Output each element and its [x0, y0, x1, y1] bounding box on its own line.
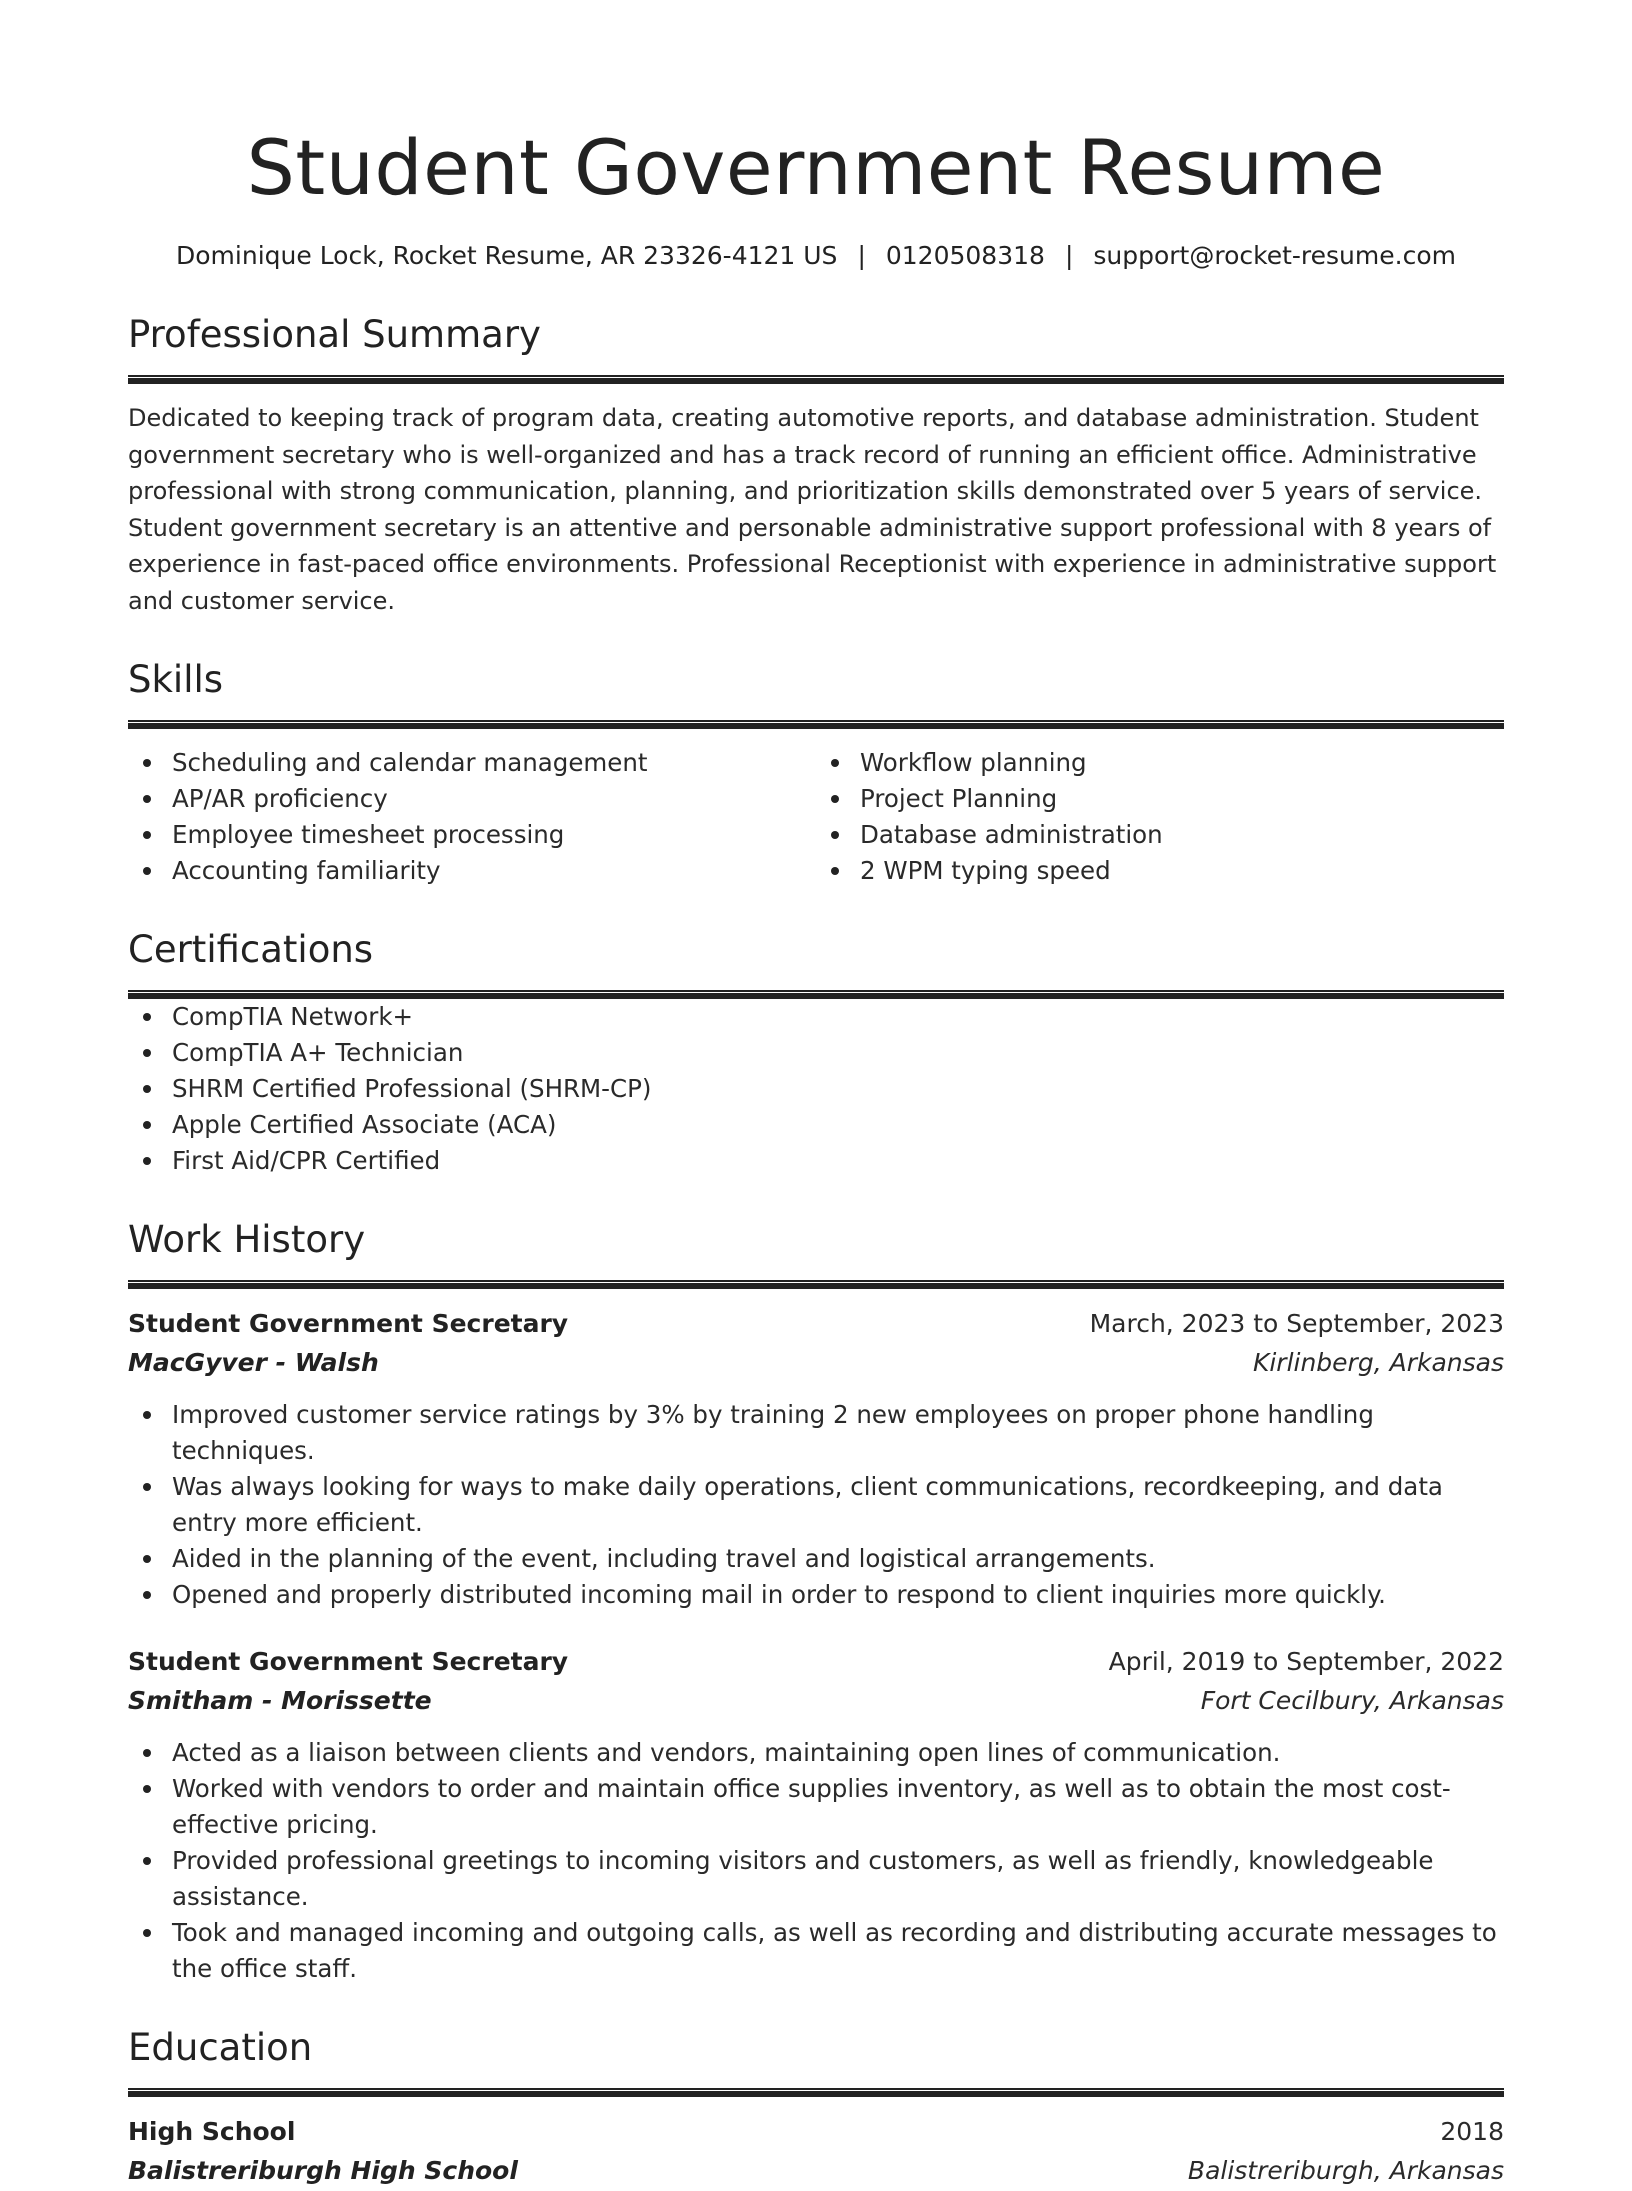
section-divider	[128, 1280, 1504, 1289]
job-entry	[128, 1305, 1504, 1613]
contact-address: Dominique Lock, Rocket Resume, AR 23326-4121 US	[176, 241, 838, 270]
job-bullet: Was always looking for ways to make daily operations, client communications, recordkeeping, and data entry more efficient.	[128, 1469, 1504, 1541]
job-bullets	[128, 1397, 1504, 1613]
section-divider	[128, 990, 1504, 999]
contact-line	[128, 238, 1504, 274]
job-bullet: Improved customer service ratings by 3% by training 2 new employees on proper phone handling techniques.	[128, 1397, 1504, 1469]
education-entry	[128, 2113, 1504, 2191]
skills-grid	[128, 745, 1504, 889]
job-header-row	[128, 1305, 1504, 1343]
skill-item: Employee timesheet processing	[128, 817, 816, 853]
summary-heading: Professional Summary	[128, 313, 541, 356]
contact-separator: |	[857, 241, 866, 270]
certifications-heading: Certifications	[128, 928, 374, 971]
education-year: 2018	[1440, 2117, 1504, 2146]
section-divider	[128, 720, 1504, 729]
job-company-row	[128, 1681, 1504, 1721]
job-bullet: Took and managed incoming and outgoing calls, as well as recording and distributing accurate messages to the office staff.	[128, 1915, 1504, 1987]
certification-item: First Aid/CPR Certified	[128, 1143, 1504, 1179]
section-divider	[128, 2088, 1504, 2097]
education-school: Balistreriburgh High School	[128, 2156, 518, 2185]
job-title: Student Government Secretary	[128, 1309, 569, 1338]
skill-item: Project Planning	[816, 781, 1504, 817]
contact-separator: |	[1064, 241, 1074, 270]
job-dates: April, 2019 to September, 2022	[1108, 1647, 1504, 1676]
summary-text: Dedicated to keeping track of program data, creating automotive reports, and database administration. Student government secretary who is well-organized and has a track record of running an efficient office. Administrative professional with strong communication, planning, and prioritization skills demonstrated over 5 years of service. Student government secretary is an attentive and personable administrative support professional with 8 years of experience in fast-paced office environments. Professional Receptionist with experience in administrative support and customer service.	[128, 404, 1497, 615]
contact-phone: 0120508318	[885, 241, 1045, 270]
skills-list-left	[128, 745, 816, 889]
job-header-row	[128, 1643, 1504, 1681]
skills-list-right	[816, 745, 1504, 889]
job-title: Student Government Secretary	[128, 1647, 569, 1676]
section-divider	[128, 375, 1504, 384]
certification-item: CompTIA A+ Technician	[128, 1035, 1504, 1071]
job-bullet: Provided professional greetings to incoming visitors and customers, as well as friendly, knowledgeable assistance.	[128, 1843, 1504, 1915]
certification-item: CompTIA Network+	[128, 999, 1504, 1035]
certifications-list	[128, 999, 1504, 1179]
skill-item: 2 WPM typing speed	[816, 853, 1504, 889]
job-dates: March, 2023 to September, 2023	[1089, 1309, 1504, 1338]
job-bullets	[128, 1735, 1504, 1987]
certification-item: Apple Certified Associate (ACA)	[128, 1107, 1504, 1143]
work-history-heading: Work History	[128, 1218, 366, 1261]
education-heading: Education	[128, 2026, 313, 2069]
skill-item: Database administration	[816, 817, 1504, 853]
education-degree: High School	[128, 2117, 296, 2146]
job-bullet: Acted as a liaison between clients and vendors, maintaining open lines of communication.	[128, 1735, 1504, 1771]
skills-section	[128, 657, 1504, 889]
job-company: MacGyver - Walsh	[128, 1348, 379, 1377]
skill-item: Scheduling and calendar management	[128, 745, 816, 781]
job-location: Kirlinberg, Arkansas	[1252, 1348, 1504, 1377]
education-section	[128, 2025, 1504, 2191]
job-location: Fort Cecilbury, Arkansas	[1200, 1686, 1504, 1715]
skill-item: Workflow planning	[816, 745, 1504, 781]
job-company-row	[128, 1343, 1504, 1383]
skill-item: Accounting familiarity	[128, 853, 816, 889]
job-entry	[128, 1643, 1504, 1987]
job-bullet: Aided in the planning of the event, including travel and logistical arrangements.	[128, 1541, 1504, 1577]
education-header-row	[128, 2113, 1504, 2151]
job-company: Smitham - Morissette	[128, 1686, 432, 1715]
certifications-section	[128, 927, 1504, 1179]
work-history-section	[128, 1217, 1504, 1987]
job-bullet: Worked with vendors to order and maintain office supplies inventory, as well as to obtain the most cost-effective pricing.	[128, 1771, 1504, 1843]
resume-title: Student Government Resume	[246, 123, 1386, 212]
summary-section	[128, 312, 1504, 619]
skill-item: AP/AR proficiency	[128, 781, 816, 817]
certification-item: SHRM Certified Professional (SHRM-CP)	[128, 1071, 1504, 1107]
skills-heading: Skills	[128, 658, 224, 701]
job-bullet: Opened and properly distributed incoming mail in order to respond to client inquiries more quickly.	[128, 1577, 1504, 1613]
contact-email: support@rocket-resume.com	[1093, 241, 1456, 270]
education-location: Balistreriburgh, Arkansas	[1187, 2156, 1504, 2185]
education-school-row	[128, 2151, 1504, 2191]
